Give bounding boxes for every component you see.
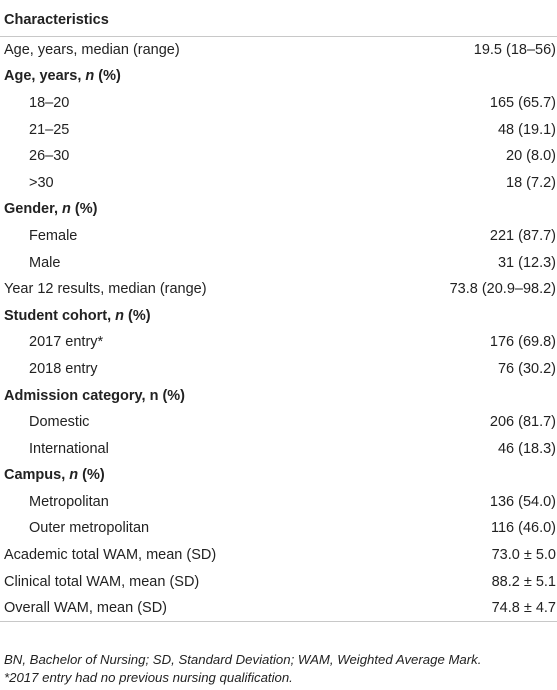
- row-value: 221 (87.7): [489, 227, 556, 244]
- row-value: 76 (30.2): [497, 360, 556, 377]
- row-value: 176 (69.8): [489, 334, 556, 351]
- table-row: [0, 276, 557, 303]
- row-label: Age, years, median (range): [0, 37, 400, 64]
- table-row: [0, 169, 557, 196]
- section-label: Gender, n (%): [4, 201, 98, 218]
- table-row: [0, 143, 557, 170]
- row-value: [400, 382, 557, 409]
- row-value: 18 (7.2): [506, 174, 556, 191]
- row-value: 88.2 ± 5.1: [491, 573, 556, 590]
- section-row: [0, 302, 557, 329]
- row-value: 116 (46.0): [490, 520, 556, 537]
- row-value: 206 (81.7): [489, 414, 556, 431]
- row-value: [400, 302, 557, 329]
- table-row: [0, 329, 557, 356]
- row-label: Overall WAM, mean (SD): [0, 595, 400, 622]
- row-label: Male: [29, 254, 61, 271]
- row-label: Academic total WAM, mean (SD): [4, 547, 217, 564]
- section-label: Campus, n (%): [4, 467, 105, 484]
- row-label: International: [29, 440, 109, 457]
- table-row: [0, 249, 557, 276]
- section-label: Admission category, n (%): [4, 387, 186, 404]
- row-value: 31 (12.3): [497, 254, 556, 271]
- row-label: 26–30: [29, 148, 70, 165]
- table-body: [0, 37, 557, 622]
- row-label: Metropolitan: [29, 493, 109, 510]
- row-label: Year 12 results, median (range): [4, 281, 207, 298]
- row-label: >30: [29, 174, 54, 191]
- row-value: 136 (54.0): [489, 493, 556, 510]
- table-row: [0, 223, 557, 250]
- table-header-characteristics: Characteristics: [4, 11, 109, 28]
- row-value: [400, 462, 557, 489]
- row-label: 21–25: [29, 121, 70, 138]
- table-header-value: [400, 3, 557, 37]
- section-label: Student cohort, n (%): [4, 307, 151, 324]
- table-row: [0, 515, 557, 542]
- table-footnotes: [4, 651, 554, 687]
- table-row: [0, 356, 557, 383]
- row-label: 2018 entry: [29, 360, 98, 377]
- table-row: [0, 435, 557, 462]
- section-row: [0, 196, 557, 223]
- table-row: [0, 542, 557, 569]
- row-value: 73.8 (20.9–98.2): [449, 281, 556, 298]
- footnote-abbreviations: BN, Bachelor of Nursing; SD, Standard Deviation; WAM, Weighted Average Mark.: [4, 652, 482, 667]
- row-value: 46 (18.3): [497, 440, 556, 457]
- row-value: [400, 63, 557, 90]
- section-row: [0, 382, 557, 409]
- footnote-note: *2017 entry had no previous nursing qualification.: [4, 670, 293, 685]
- table-row: [0, 595, 557, 622]
- row-value: 48 (19.1): [497, 121, 556, 138]
- row-label: Outer metropolitan: [29, 520, 150, 537]
- row-label: Female: [29, 227, 78, 244]
- row-label: Domestic: [29, 414, 90, 431]
- row-label: 2017 entry*: [29, 334, 104, 351]
- table-row: [0, 116, 557, 143]
- row-value: [400, 196, 557, 223]
- section-row: [0, 462, 557, 489]
- section-row: [0, 63, 557, 90]
- table-row: [0, 37, 557, 64]
- row-value: 20 (8.0): [506, 148, 556, 165]
- characteristics-table: [0, 3, 557, 622]
- section-label: Age, years, n (%): [4, 68, 121, 85]
- row-value: 73.0 ± 5.0: [491, 547, 556, 564]
- row-label: Clinical total WAM, mean (SD): [4, 573, 200, 590]
- table-row: [0, 568, 557, 595]
- table-row: [0, 90, 557, 117]
- row-value: 74.8 ± 4.7: [400, 595, 557, 622]
- table-header-row: [0, 3, 557, 37]
- row-label: 18–20: [29, 94, 70, 111]
- row-value: 165 (65.7): [489, 94, 556, 111]
- table-row: [0, 489, 557, 516]
- table-row: [0, 409, 557, 436]
- row-value: 19.5 (18–56): [400, 37, 557, 64]
